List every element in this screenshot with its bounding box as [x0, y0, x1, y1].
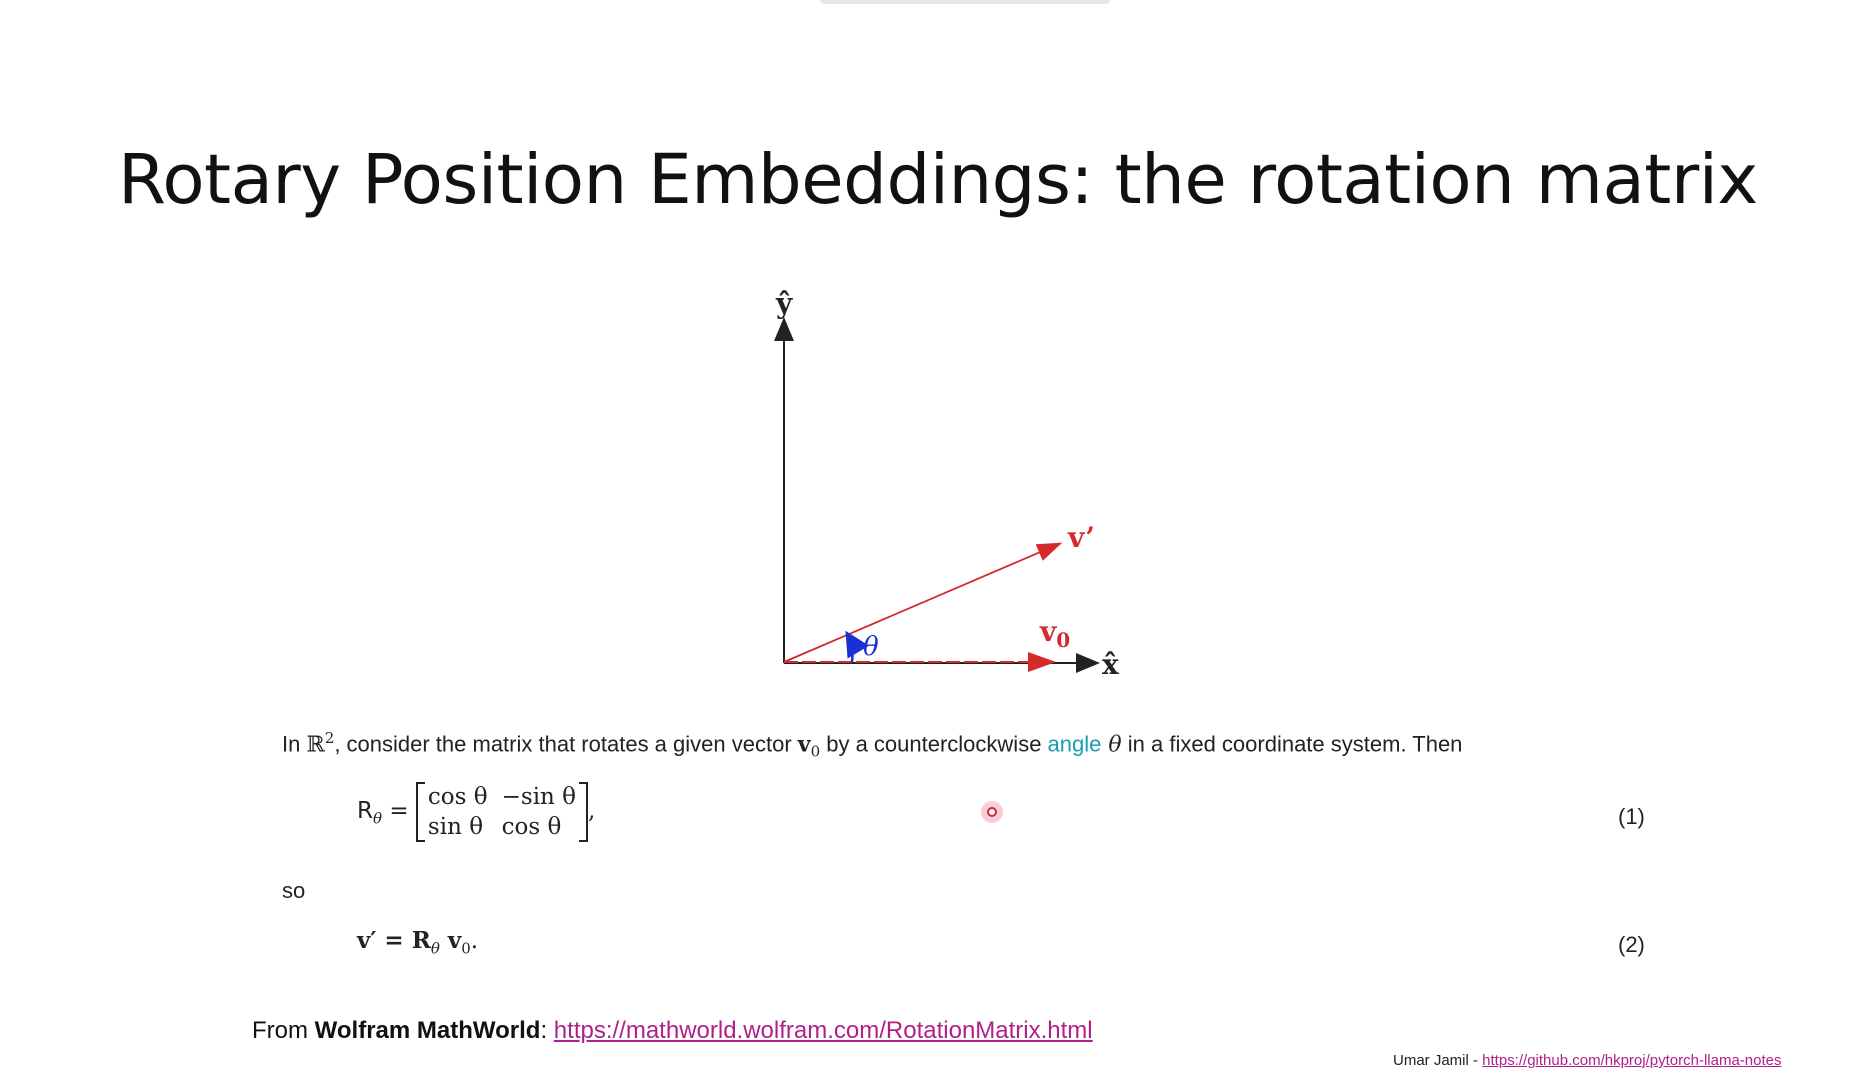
equation-2: $v' = R_\theta$ $v_0$. [357, 927, 479, 958]
rotated-vector [784, 544, 1059, 662]
equation-1-number: (1) [1618, 804, 1645, 829]
footer-author: Umar Jamil - [1393, 1052, 1483, 1069]
so-text: so [282, 878, 306, 903]
original-vector-label: $v_0$ [1040, 615, 1071, 652]
window-top-handle [820, 0, 1110, 4]
equation-1: $R_\theta$ = cos θ −sin θ sin θ cos θ , [357, 784, 596, 840]
slide-footer [1393, 1052, 1781, 1069]
angle-arc [848, 635, 853, 662]
rotated-vector-label: v’ [1068, 521, 1096, 554]
source-name: Wolfram MathWorld [314, 1017, 541, 1044]
rotation-diagram-svg [760, 285, 1180, 695]
angle-link[interactable]: angle [1047, 731, 1102, 757]
equation-2-number: (2) [1618, 932, 1645, 957]
pointer-cursor [981, 801, 1003, 823]
footer-link[interactable]: https://github.com/hkproj/pytorch-llama-notes [1482, 1052, 1782, 1069]
real-space-symbol: ℝ [306, 732, 325, 758]
y-axis-label: ŷ [776, 287, 793, 320]
source-citation: From Wolfram MathWorld: https://mathworld.wolfram.com/RotationMatrix.html [252, 1017, 1093, 1044]
rotation-diagram [760, 285, 1180, 695]
original-vector-subscript: 0 [1056, 628, 1071, 652]
x-axis-label: x̂ [1102, 648, 1119, 681]
source-link[interactable]: https://mathworld.wolfram.com/RotationMatrix.html [553, 1017, 1093, 1044]
intro-text: In ℝ$^2$, consider the matrix that rotates a given vector $v_0$ by a counterclockwise angle θ in a fixed coordinate system. Then [282, 729, 1463, 761]
angle-label: θ [863, 632, 879, 662]
slide-title: Rotary Position Embeddings: the rotation matrix [118, 140, 1758, 220]
rotation-matrix: cos θ −sin θ sin θ cos θ [416, 782, 588, 842]
